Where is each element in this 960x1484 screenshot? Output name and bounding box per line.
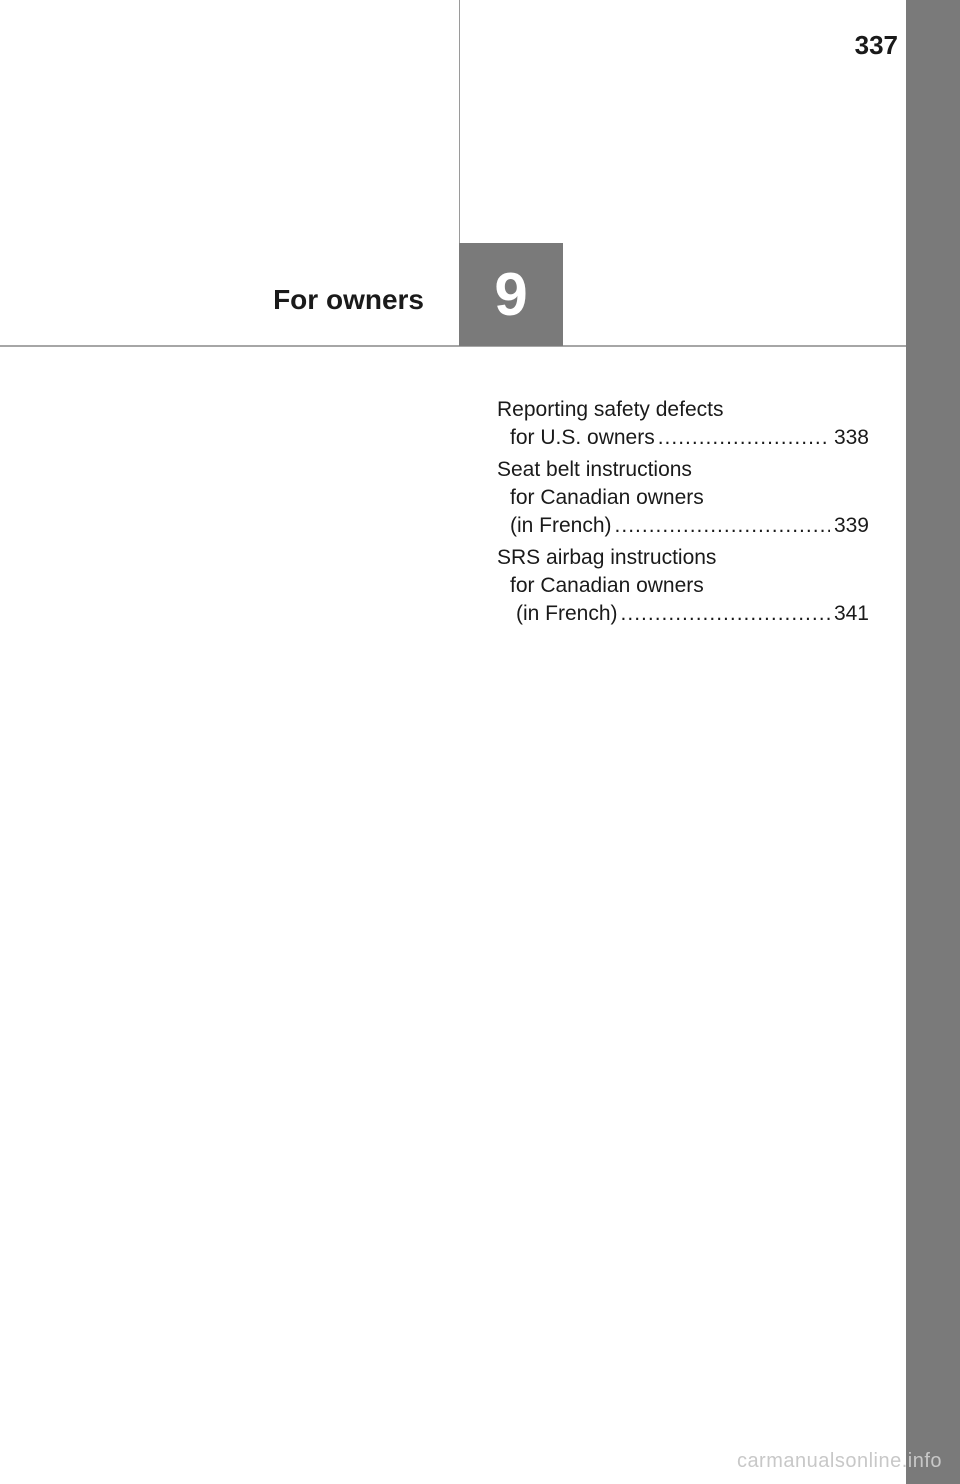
- toc-entry-line: Seat belt instructions: [497, 458, 692, 481]
- toc-entry-srs-airbag-instructions[interactable]: [497, 544, 869, 628]
- toc-dot-leader: [621, 600, 830, 628]
- toc-entry-line: SRS airbag instructions: [497, 546, 717, 569]
- horizontal-divider: [0, 345, 906, 347]
- watermark: carmanualsonline.info: [736, 1450, 942, 1472]
- toc-entry-line: (in French): [510, 514, 612, 537]
- toc-entry-reporting-safety-defects[interactable]: [497, 396, 869, 452]
- table-of-contents: [497, 396, 869, 632]
- toc-page-number: 339: [833, 514, 869, 537]
- toc-dot-leader: [658, 424, 830, 452]
- chapter-side-tab: [906, 0, 960, 1484]
- toc-entry-leader-line: [497, 600, 869, 628]
- toc-entry-line: for U.S. owners: [510, 426, 655, 449]
- vertical-divider: [459, 0, 460, 244]
- toc-entry-line: for Canadian owners: [510, 574, 704, 597]
- toc-entry-leader-line: [497, 512, 869, 540]
- toc-entry-leader-line: [497, 424, 869, 452]
- toc-entry-seat-belt-instructions[interactable]: [497, 456, 869, 540]
- toc-page-number: 341: [833, 602, 869, 625]
- toc-entry-line: (in French): [516, 602, 618, 625]
- page-number: 337: [854, 30, 898, 60]
- chapter-number: 9: [494, 260, 528, 328]
- toc-page-number: 338: [833, 426, 869, 449]
- chapter-title: For owners: [273, 284, 424, 315]
- toc-entry-line: for Canadian owners: [510, 486, 704, 509]
- toc-entry-line: Reporting safety defects: [497, 398, 724, 421]
- toc-dot-leader: [615, 512, 830, 540]
- chapter-number-box: [459, 243, 563, 346]
